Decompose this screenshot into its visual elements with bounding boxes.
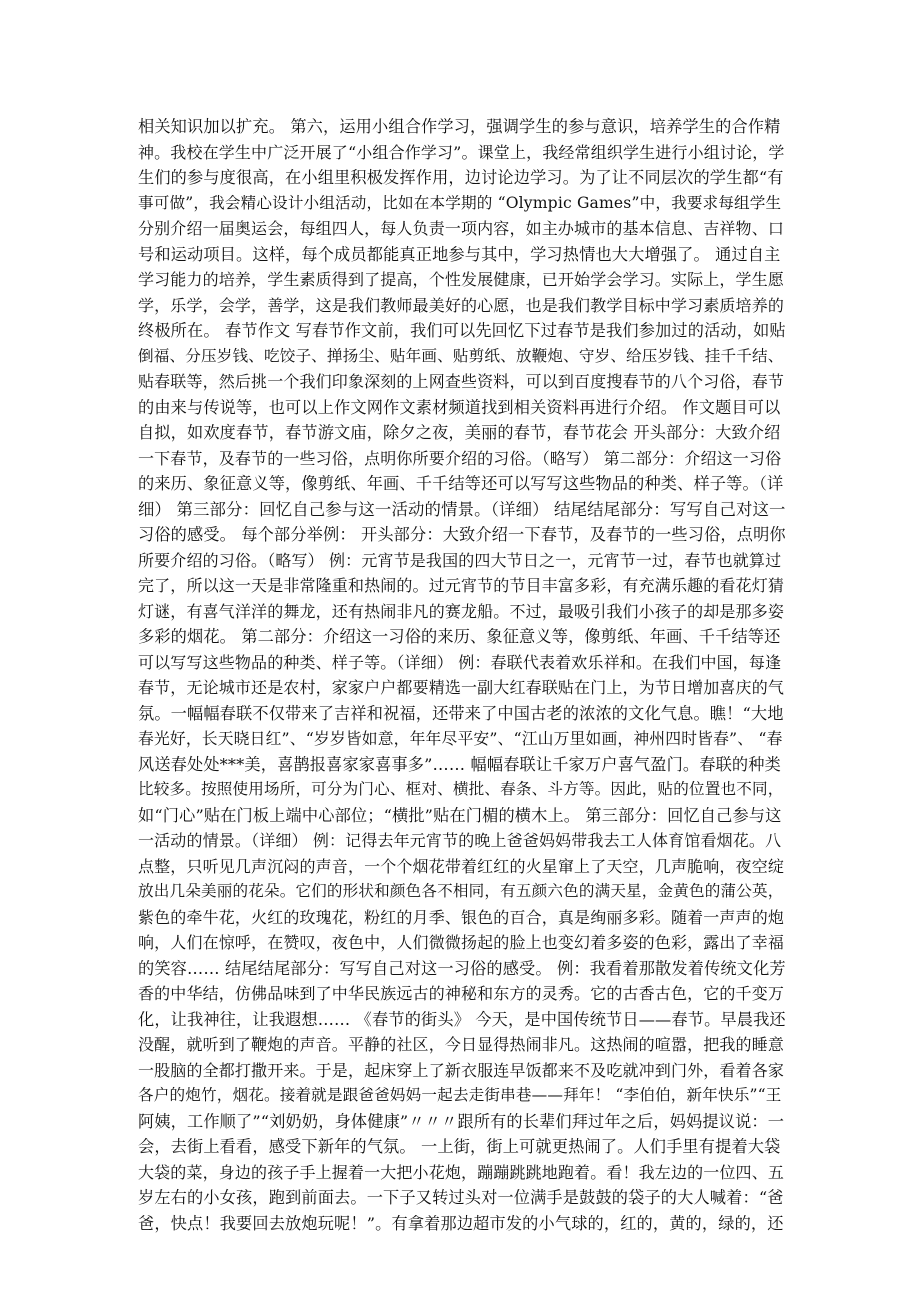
text-line: 比较多。按照使用场所，可分为门心、框对、横批、春条、斗方等。因此，贴的位置也不同， <box>138 780 784 798</box>
text-line: 一股脑的全都打撒开来。于是，起床穿上了新衣服连早饭都来不及吃就冲到门外，看着各家 <box>138 1060 785 1080</box>
text-line: 香的中华结，仿佛品味到了中华民族远古的神秘和东方的灵秀。它的古香古色，它的千变万 <box>138 984 785 1003</box>
text-line: 如“门心”贴在门板上端中心部位；“横批”贴在门楣的横木上。 第三部分：回忆自己参与这 <box>138 805 782 825</box>
text-line: 大袋的菜，身边的孩子手上握着一大把小花炮，蹦蹦跳跳地跑着。看！我左边的一位四、五 <box>138 1162 785 1182</box>
text-line: 相关知识加以扩充。 第六，运用小组合作学习，强调学生的参与意识，培养学生的合作精 <box>138 117 781 136</box>
text-line: 点整，只听见几声沉闷的声音，一个个烟花带着红红的火星窜上了天空，几声脆响，夜空绽 <box>138 856 785 876</box>
text-line: 紫色的牵牛花，火红的玫瑰花，粉红的月季、银色的百合，真是绚丽多彩。随着一声声的炮 <box>138 907 785 927</box>
text-line: 神。我校在学生中广泛开展了“小组合作学习”。课堂上，我经常组织学生进行小组讨论，学 <box>138 142 785 162</box>
text-line: 化，让我神往，让我遐想…… 《春节的街头》 今天，是中国传统节日——春节。早晨我还 <box>138 1009 786 1029</box>
text-line: 岁左右的小女孩，跑到前面去。一下子又转过头对一位满手是鼓鼓的袋子的大人喊着：“爸 <box>138 1188 784 1207</box>
text-line: 没醒，就听到了鞭炮的声音。平静的社区，今日显得热闹非凡。这热闹的喧嚣，把我的睡意 <box>138 1035 785 1054</box>
text-line: 倒福、分压岁钱、吃饺子、掸扬尘、贴年画、贴剪纸、放鞭炮、守岁、给压岁钱、挂千千结、 <box>138 346 784 365</box>
text-line: 响，人们在惊呼，在赞叹，夜色中，人们微微扬起的脸上也变幻着多姿的色彩，露出了幸福 <box>138 933 785 952</box>
text-line: 多彩的烟花。 第二部分：介绍这一习俗的来历、象征意义等，像剪纸、年画、千千结等还 <box>138 627 781 646</box>
text-line: 学，乐学，会学，善学，这是我们教师最美好的心愿，也是我们教学目标中学习素质培养的 <box>138 295 785 315</box>
text-line: 各户的炮竹，烟花。接着就是跟爸爸妈妈一起去走街串巷——拜年！ “李伯伯，新年快乐”“王 <box>138 1086 782 1104</box>
text-line: 所要介绍的习俗。（略写） 例：元宵节是我国的四大节日之一，元宵节一过，春节也就算过 <box>138 550 782 570</box>
text-line: 贴春联等，然后挑一个我们印象深刻的上网查些资料，可以到百度搜春节的八个习俗，春节 <box>138 372 785 391</box>
text-line: 氛。一幅幅春联不仅带来了吉祥和祝福，还带来了中国古老的浓浓的文化气息。瞧！“大地 <box>138 703 784 723</box>
text-line: 号和运动项目。这样，每个成员都能真正地参与其中，学习热情也大大增强了。 通过自主 <box>138 244 781 264</box>
text-line: 学习能力的培养，学生素质得到了提高，个性发展健康，已开始学会学习。实际上，学生愿 <box>138 270 785 289</box>
text-line: 生们的参与度很高，在小组里积极发挥作用，边讨论边学习。为了让不同层次的学生都“有 <box>138 168 784 187</box>
text-line: 自拟，如欢度春节，春节游文庙，除夕之夜，美丽的春节，春节花会 开头部分：大致介绍 <box>138 423 781 442</box>
text-line: 春光好，长天晓日红”、“岁岁皆如意，年年尽平安”、“江山万里如画，神州四时皆春”、 “春 <box>138 729 783 748</box>
text-line: 分别介绍一届奥运会，每组四人，每人负责一项内容，如主办城市的基本信息、吉祥物、口 <box>138 219 785 238</box>
text-line: 事可做”，我会精心设计小组活动，比如在本学期的 “Olympic Games”中，我要求每组学生 <box>138 193 782 212</box>
text-line: 阿姨，工作顺了”“刘奶奶，身体健康”〃〃〃跟所有的长辈们拜过年之后，妈妈提议说：一 <box>138 1111 785 1131</box>
text-line: 春节，无论城市还是农村，家家户户都要精选一副大红春联贴在门上，为节日增加喜庆的气 <box>138 678 785 697</box>
text-line: 放出几朵美丽的花朵。它们的形状和颜色各不相同，有五颜六色的满天星，金黄色的蒲公英， <box>138 882 784 900</box>
text-line: 爸，快点！我要回去放炮玩呢！”。有拿着那边超市发的小气球的，红的，黄的，绿的，还 <box>138 1213 784 1233</box>
text-line: 的由来与传说等，也可以上作文网作文素材频道找到相关资料再进行介绍。 作文题目可以 <box>138 397 781 417</box>
text-line: 一活动的情景。（详细） 例：记得去年元宵节的晚上爸爸妈妈带我去工人体育馆看烟花。八 <box>138 831 782 850</box>
text-line: 风送春处处***美，喜鹊报喜家家喜事多”…… 幅幅春联让千家万户喜气盈门。春联的种类 <box>138 754 781 774</box>
text-line: 的笑容…… 结尾结尾部分：写写自己对这一习俗的感受。 例：我看着那散发着传统文化芳 <box>138 958 786 978</box>
text-line: 细） 第三部分：回忆自己参与这一活动的情景。（详细） 结尾结尾部分：写写自己对这一 <box>138 499 786 519</box>
text-line: 可以写写这些物品的种类、样子等。（详细） 例：春联代表着欢乐祥和。在我们中国，每逢 <box>138 652 782 672</box>
document-body <box>138 114 786 1236</box>
text-line: 终极所在。 春节作文 写春节作文前，我们可以先回忆下过春节是我们参加过的活动，如贴 <box>138 321 786 340</box>
text-line: 完了，所以这一天是非常隆重和热闹的。过元宵节的节目丰富多彩，有充满乐趣的看花灯猜 <box>138 576 785 595</box>
text-line: 一下春节，及春节的一些习俗，点明你所要介绍的习俗。（略写） 第二部分：介绍这一习俗 <box>138 448 782 468</box>
text-line: 的来历、象征意义等，像剪纸、年画、千千结等还可以写写这些物品的种类、样子等。（详 <box>138 474 784 493</box>
text-line: 会，去街上看看，感受下新年的气氛。 一上街，街上可就更热闹了。人们手里有提着大袋 <box>138 1137 781 1156</box>
text-line: 灯谜，有喜气洋洋的舞龙，还有热闹非凡的赛龙船。不过，最吸引我们小孩子的却是那多姿 <box>138 601 785 621</box>
text-line: 习俗的感受。 每个部分举例： 开头部分：大致介绍一下春节，及春节的一些习俗，点明你 <box>138 525 786 544</box>
